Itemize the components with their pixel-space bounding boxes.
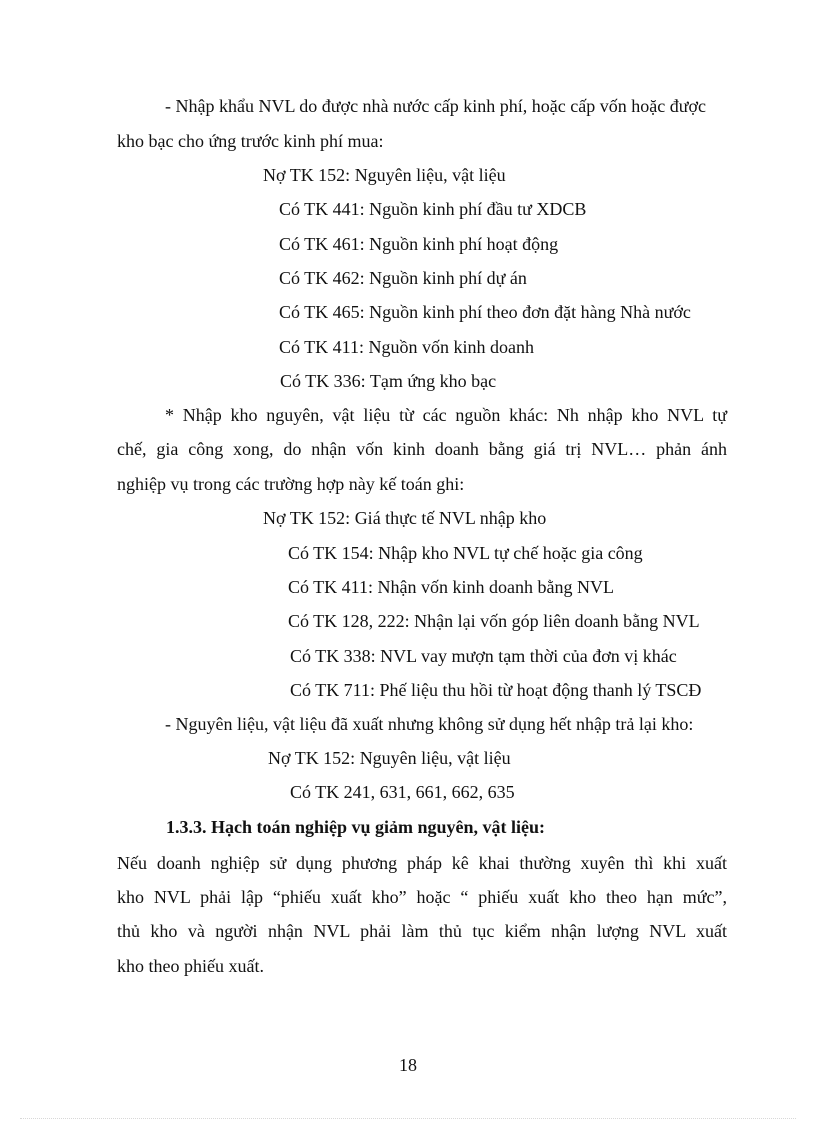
section-heading: 1.3.3. Hạch toán nghiệp vụ giảm nguyên, vật liệu: bbox=[166, 817, 546, 837]
paragraph-line: * Nhập kho nguyên, vật liệu từ các nguồn khác: Nh nhập kho NVL tự bbox=[165, 405, 727, 425]
credit-entry: Có TK 441: Nguồn kinh phí đầu tư XDCB bbox=[279, 199, 587, 219]
debit-entry: Nợ TK 152: Nguyên liệu, vật liệu bbox=[263, 165, 506, 185]
paragraph-line: Nếu doanh nghiệp sử dụng phương pháp kê khai thường xuyên thì khi xuất bbox=[117, 853, 727, 873]
paragraph-line: kho theo phiếu xuất. bbox=[117, 956, 264, 976]
credit-entry: Có TK 338: NVL vay mượn tạm thời của đơn vị khác bbox=[290, 646, 677, 666]
debit-entry: Nợ TK 152: Nguyên liệu, vật liệu bbox=[268, 748, 511, 768]
credit-entry: Có TK 336: Tạm ứng kho bạc bbox=[280, 371, 497, 391]
credit-entry: Có TK 411: Nhận vốn kinh doanh bằng NVL bbox=[288, 577, 614, 597]
credit-entry: Có TK 465: Nguồn kinh phí theo đơn đặt hàng Nhà nước bbox=[279, 302, 691, 322]
credit-entry: Có TK 154: Nhập kho NVL tự chế hoặc gia công bbox=[288, 543, 643, 563]
paragraph-line: - Nhập khẩu NVL do được nhà nước cấp kinh phí, hoặc cấp vốn hoặc được bbox=[165, 96, 706, 116]
credit-entry: Có TK 462: Nguồn kinh phí dự án bbox=[279, 268, 527, 288]
credit-entry: Có TK 461: Nguồn kinh phí hoạt động bbox=[279, 234, 559, 254]
paragraph-line: nghiệp vụ trong các trường hợp này kế toán ghi: bbox=[117, 474, 465, 494]
paragraph-line: kho NVL phải lập “phiếu xuất kho” hoặc “ phiếu xuất kho theo hạn mức”, bbox=[117, 887, 727, 907]
page-bottom-divider bbox=[20, 1118, 796, 1119]
debit-entry: Nợ TK 152: Giá thực tế NVL nhập kho bbox=[263, 508, 547, 528]
credit-entry: Có TK 411: Nguồn vốn kinh doanh bbox=[279, 337, 534, 357]
paragraph-line: chế, gia công xong, do nhận vốn kinh doanh bằng giá trị NVL… phản ánh bbox=[117, 439, 727, 459]
credit-entry: Có TK 128, 222: Nhận lại vốn góp liên doanh bằng NVL bbox=[288, 611, 700, 631]
credit-entry: Có TK 711: Phế liệu thu hồi từ hoạt động thanh lý TSCĐ bbox=[290, 680, 702, 700]
paragraph-line: thủ kho và người nhận NVL phải làm thủ tục kiểm nhận lượng NVL xuất bbox=[117, 921, 727, 941]
page-number: 18 bbox=[399, 1055, 417, 1075]
credit-entry: Có TK 241, 631, 661, 662, 635 bbox=[290, 782, 515, 802]
paragraph-line: kho bạc cho ứng trước kinh phí mua: bbox=[117, 131, 384, 151]
paragraph-line: - Nguyên liệu, vật liệu đã xuất nhưng không sử dụng hết nhập trả lại kho: bbox=[165, 714, 694, 734]
